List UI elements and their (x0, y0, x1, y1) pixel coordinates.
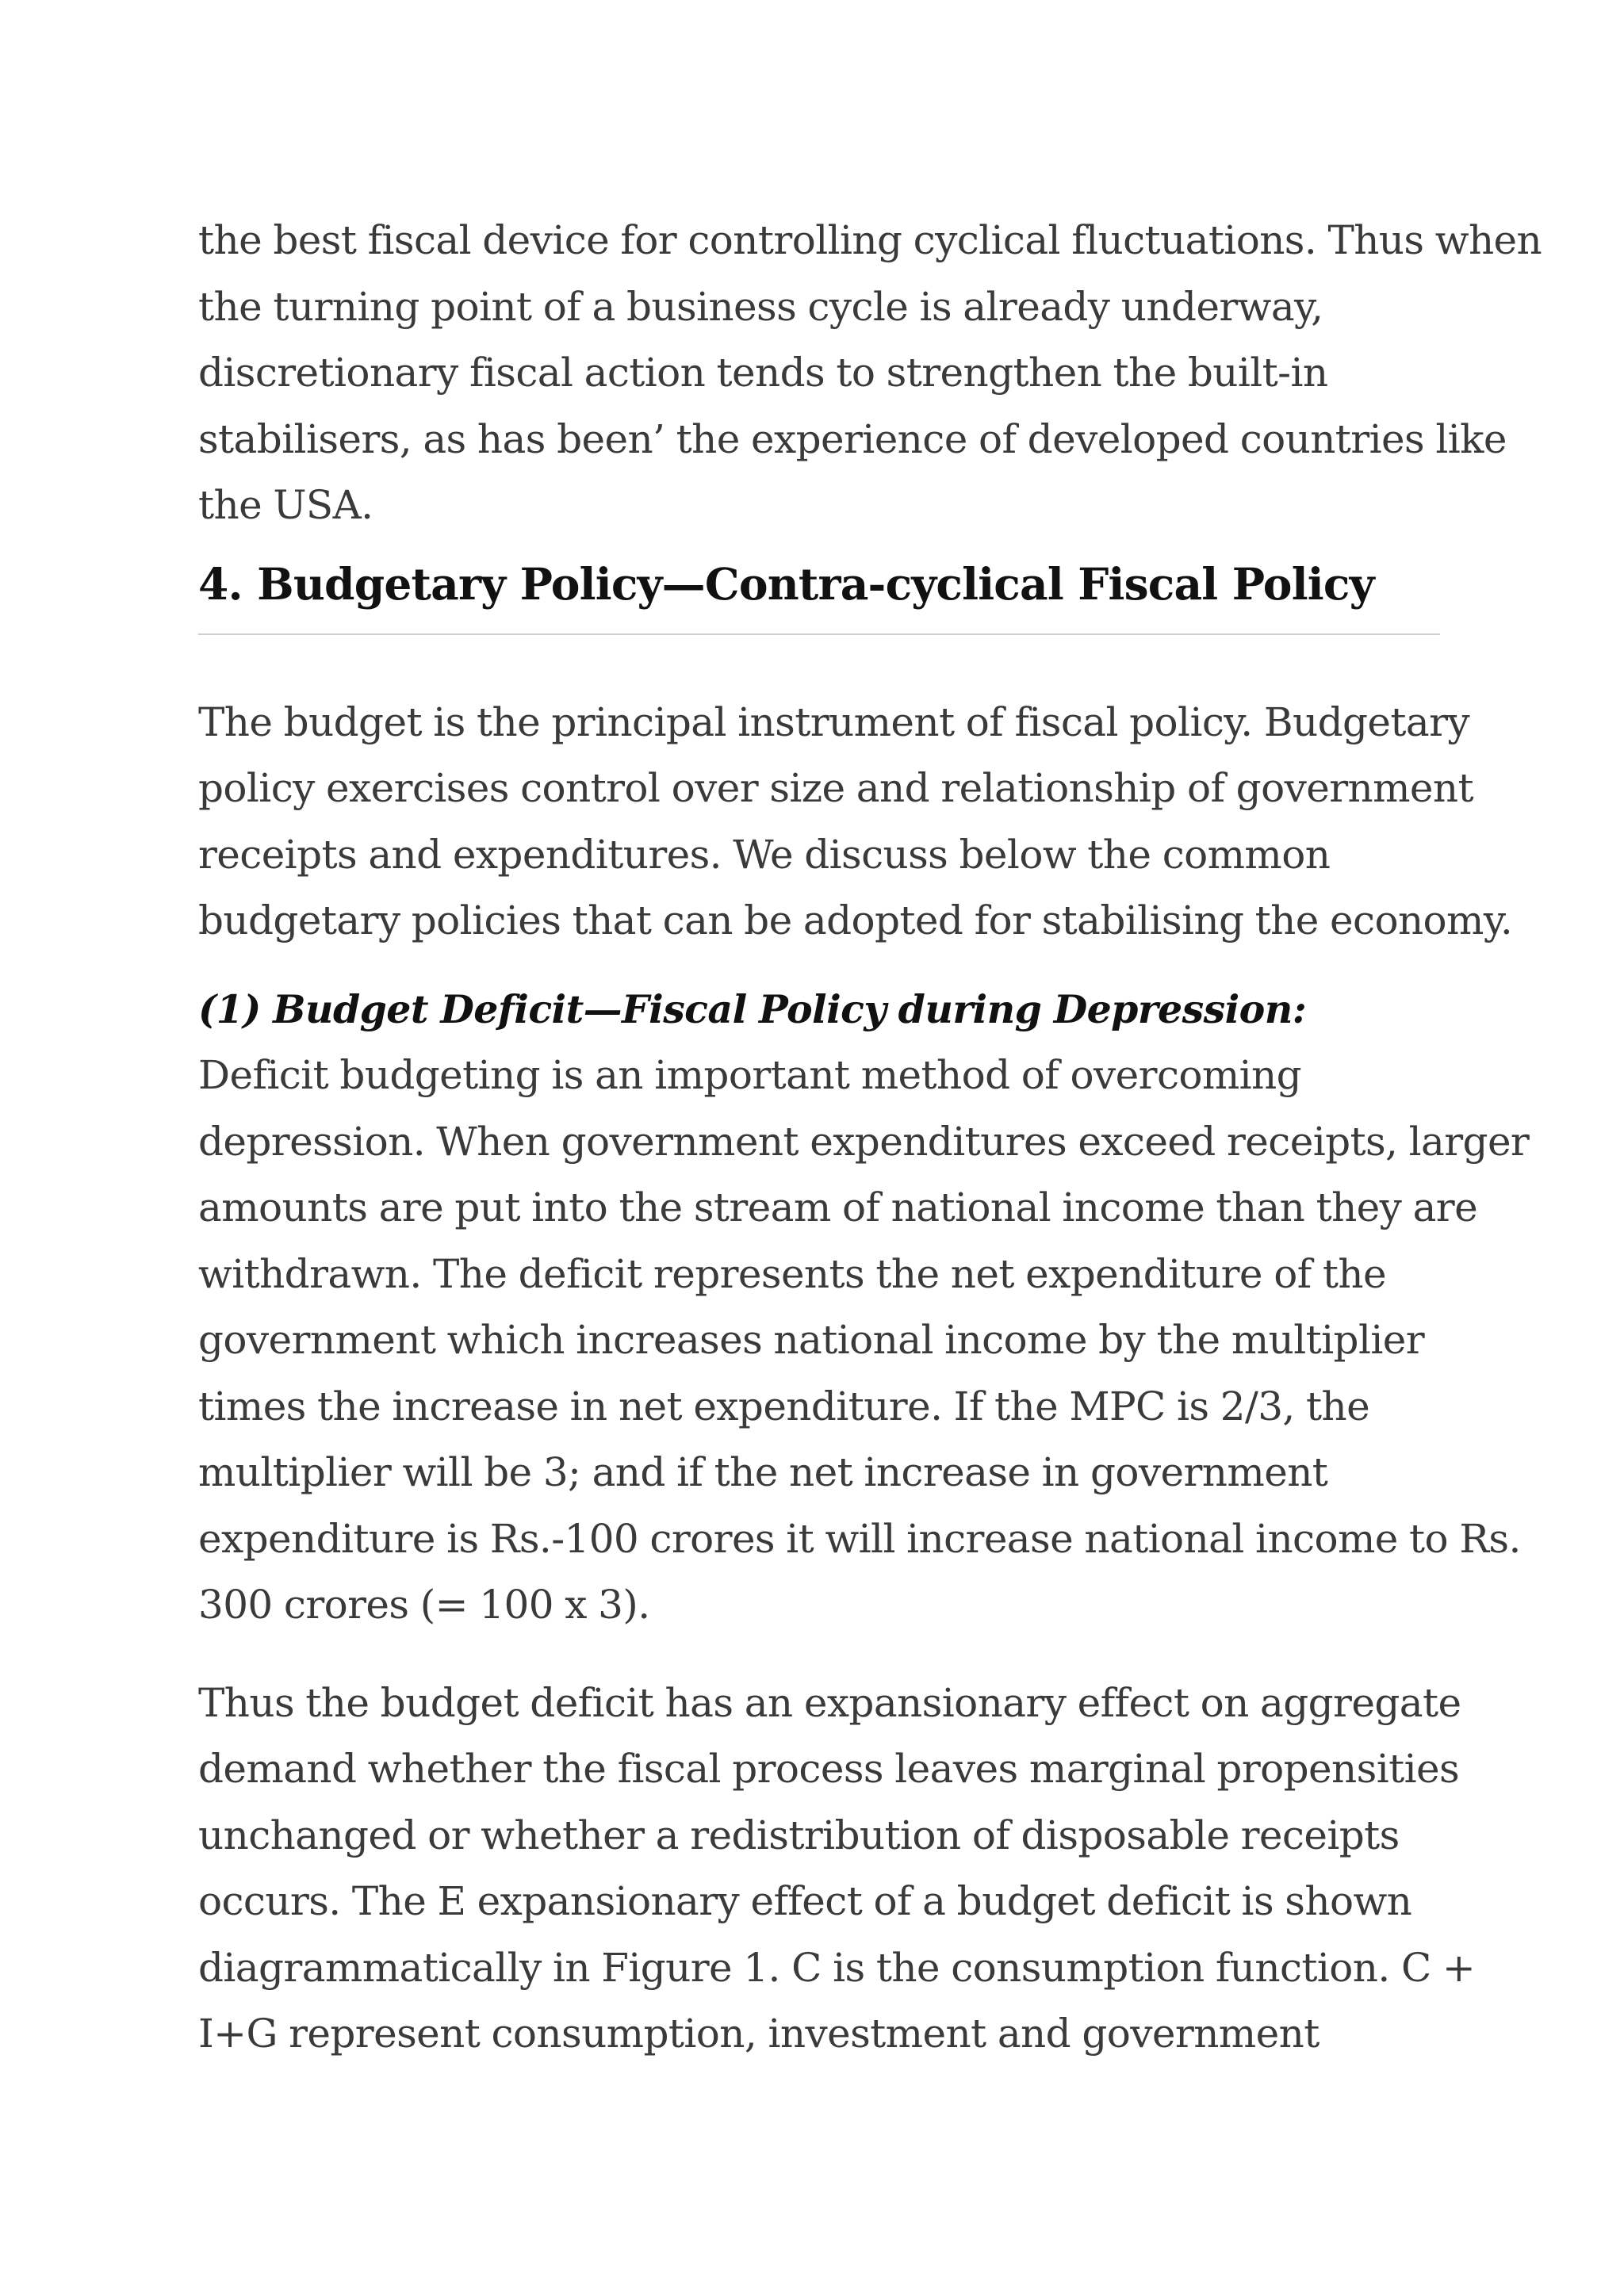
budget-paragraph (198, 690, 1513, 955)
paragraph-line: stabilisers, as has been’ the experience of developed countries like (198, 415, 1507, 462)
paragraph-line: Thus the budget deficit has an expansionary effect on aggregate (198, 1679, 1461, 1726)
section-divider (198, 633, 1440, 635)
budget-deficit-paragraph (198, 977, 1530, 1639)
paragraph-line: government which increases national income by the multiplier (198, 1317, 1425, 1363)
paragraph-line: Deficit budgeting is an important method of overcoming (198, 1052, 1302, 1098)
paragraph-line: policy exercises control over size and relationship of government (198, 765, 1474, 811)
paragraph-line: the USA. (198, 482, 373, 528)
paragraph-line: The budget is the principal instrument of fiscal policy. Budgetary (198, 698, 1470, 745)
paragraph-line: withdrawn. The deficit represents the net expenditure of the (198, 1250, 1386, 1297)
paragraph-line: the turning point of a business cycle is already underway, (198, 283, 1323, 330)
paragraph-line: discretionary fiscal action tends to strengthen the built-in (198, 350, 1328, 396)
subsection-heading: (1) Budget Deficit—Fiscal Policy during Depression: (198, 985, 1307, 1032)
section-heading: 4. Budgetary Policy—Contra-cyclical Fiscal Policy (198, 557, 1374, 610)
paragraph-line: occurs. The E expansionary effect of a budget deficit is shown (198, 1878, 1412, 1924)
paragraph-line: expenditure is Rs.-100 crores it will increase national income to Rs. (198, 1515, 1521, 1562)
paragraph-line: receipts and expenditures. We discuss below the common (198, 831, 1331, 878)
paragraph-line: I+G represent consumption, investment and government (198, 2011, 1320, 2057)
paragraph-line: times the increase in net expenditure. If the MPC is 2/3, the (198, 1383, 1370, 1429)
paragraph-line: the best fiscal device for controlling cyclical fluctuations. Thus when (198, 217, 1542, 263)
paragraph-line: unchanged or whether a redistribution of disposable receipts (198, 1812, 1400, 1858)
paragraph-line: multiplier will be 3; and if the net increase in government (198, 1449, 1328, 1495)
article-page (198, 208, 1542, 2068)
paragraph-line: demand whether the fiscal process leaves marginal propensities (198, 1746, 1460, 1792)
expansionary-effect-paragraph (198, 1670, 1476, 2068)
paragraph-line: 300 crores (= 100 x 3). (198, 1582, 650, 1628)
paragraph-line: budgetary policies that can be adopted for stabilising the economy. (198, 897, 1513, 943)
paragraph-line: amounts are put into the stream of national income than they are (198, 1184, 1478, 1230)
intro-paragraph (198, 208, 1542, 539)
paragraph-line: depression. When government expenditures exceed receipts, larger (198, 1118, 1530, 1165)
paragraph-line: diagrammatically in Figure 1. C is the consumption function. C + (198, 1944, 1476, 1991)
